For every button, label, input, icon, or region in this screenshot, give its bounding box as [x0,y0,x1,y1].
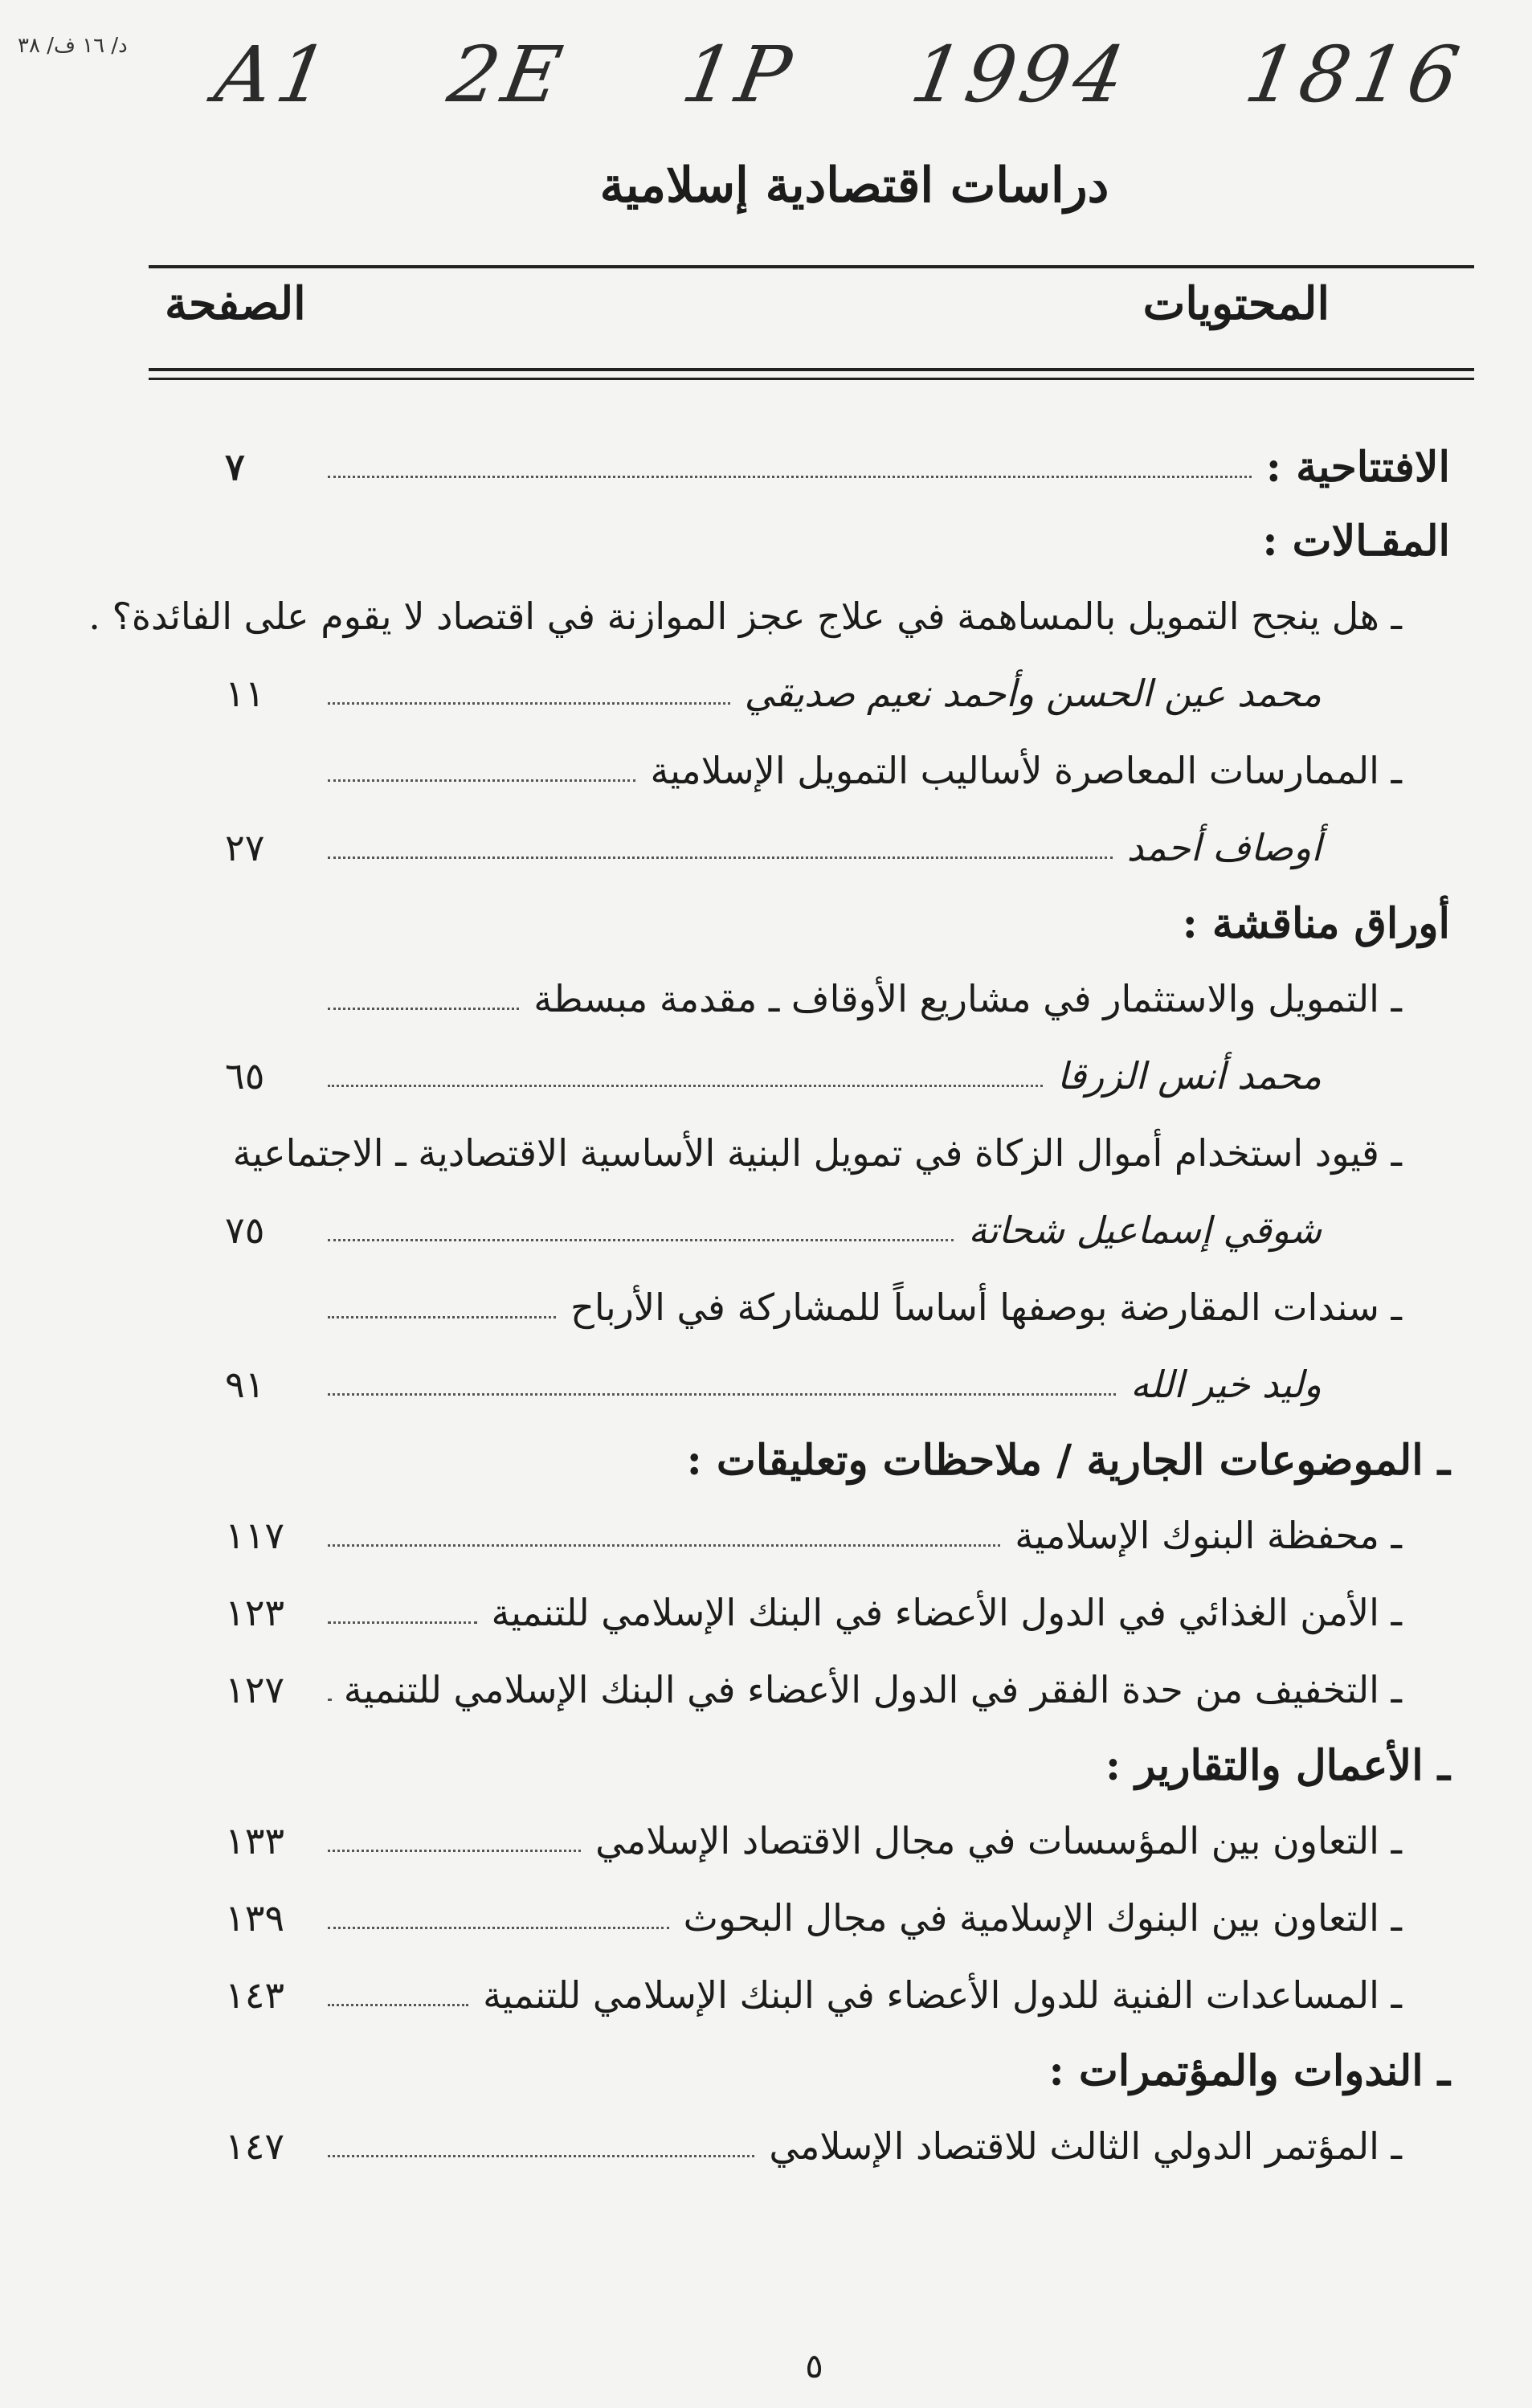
toc-entry-text: وليد خير الله [1130,1363,1322,1406]
toc-section [225,2034,1450,2108]
toc-item [225,960,1450,1037]
dot-leader [328,1927,669,1929]
dot-leader [328,2004,468,2006]
toc-entry-text: ـ الأعمال والتقارير : [1105,1740,1450,1790]
toc-entry-text: ـ المساعدات الفنية للدول الأعضاء في البنك الإسلامي للتنمية [483,1973,1402,2017]
contents-header [149,277,1474,358]
toc-section [225,886,1450,960]
toc-entry-text: ـ التمويل والاستثمار في مشاريع الأوقاف ـ مقدمة مبسطة [533,977,1402,1020]
dot-leader [328,1008,519,1010]
toc-page-number: ١٢٧ [225,1668,285,1711]
toc-entry-text: ـ الندوات والمؤتمرات : [1048,2046,1450,2095]
dot-leader [328,1085,1043,1087]
toc-entry-text: محمد أنس الزرقا [1057,1054,1322,1098]
toc-item [225,1802,1450,1879]
toc-author [225,655,1450,732]
page-number: ٥ [805,2346,823,2386]
toc-entry-text: ـ التعاون بين البنوك الإسلامية في مجال البحوث [683,1896,1402,1940]
toc-item [225,1574,1450,1651]
toc-author [225,1037,1450,1114]
toc-entry-text: ـ محفظة البنوك الإسلامية [1015,1514,1402,1557]
dot-leader [328,779,635,782]
toc-entry-text: محمد عين الحسن وأحمد نعيم صديقي [744,672,1322,715]
toc-page-number: ٧٥ [225,1208,265,1252]
toc-page-number: ٩١ [225,1363,265,1406]
toc-item [88,578,1450,655]
divider-top [149,265,1474,268]
toc-page-number: ١١٧ [225,1514,285,1557]
dot-leader [328,2155,754,2157]
dot-leader [328,1316,556,1318]
toc-item [225,1497,1450,1574]
archive-stamp-code: د/ ١٦ ف/ ٣٨ [18,34,128,58]
dot-leader [328,1850,581,1852]
toc-entry-text: الافتتاحية : [1265,442,1450,492]
toc-page-number: ٢٧ [225,826,265,869]
toc-page-number: ٦٥ [225,1054,265,1098]
toc-entry-text: أوصاف أحمد [1126,826,1322,869]
toc-entry-text: شوقي إسماعيل شحاتة [968,1208,1322,1252]
journal-title: دراسات اقتصادية إسلامية [599,157,1109,214]
toc-page-number: ١٣٩ [225,1896,285,1940]
dot-leader [328,702,730,705]
toc-entry-text: المقـالات : [1262,516,1450,566]
handwritten-token: 2E [442,30,573,120]
toc-entry-text: ـ المؤتمر الدولي الثالث للاقتصاد الإسلامي [769,2124,1402,2168]
divider-double-1 [149,368,1474,371]
page-column-label: الصفحة [165,277,306,330]
dot-leader [328,1393,1116,1396]
dot-leader [328,476,1252,478]
toc-item [225,1956,1450,2034]
toc-item [225,732,1450,809]
toc-page-number: ١٤٣ [225,1973,285,2017]
toc-section [225,430,1450,504]
toc-entry-text: ـ هل ينجح التمويل بالمساهمة في علاج عجز الموازنة في اقتصاد لا يقوم على الفائدة؟ . [88,595,1402,638]
dot-leader [328,1621,477,1624]
toc-section [225,1423,1450,1497]
toc-page-number: ١٢٣ [225,1591,285,1634]
dot-leader [328,1699,329,1701]
dot-leader [328,856,1113,859]
toc-author [225,1192,1450,1269]
toc-entry-text: ـ الأمن الغذائي في الدول الأعضاء في البنك الإسلامي للتنمية [491,1591,1402,1634]
contents-column-label: المحتويات [1142,277,1330,330]
toc-section [225,1728,1450,1802]
toc-entry-text: ـ الموضوعات الجارية / ملاحظات وتعليقات : [686,1435,1450,1485]
toc-page-number: ٧ [225,445,245,489]
toc-section [225,504,1450,578]
toc-page-number: ١٤٧ [225,2124,285,2168]
toc-item [225,1269,1450,1346]
handwritten-catalog-number [209,14,1470,135]
dot-leader [328,1239,954,1241]
toc-item [225,1879,1450,1956]
toc-entry-text: ـ التعاون بين المؤسسات في مجال الاقتصاد الإسلامي [595,1819,1402,1862]
toc-page-number: ١٣٣ [225,1819,285,1862]
toc-page-number: ١١ [225,672,265,715]
toc-item [225,1651,1450,1728]
handwritten-token: 1816 [1238,30,1470,120]
toc-entry-text: ـ التخفيف من حدة الفقر في الدول الأعضاء في البنك الإسلامي للتنمية [343,1668,1402,1711]
toc-entry-text: ـ سندات المقارضة بوصفها أساساً للمشاركة في الأرباح [570,1286,1402,1329]
toc-item [225,2108,1450,2185]
toc-author [225,809,1450,886]
dot-leader [328,1544,1000,1547]
toc-entry-text: أوراق مناقشة : [1182,898,1450,948]
toc-item [225,1114,1450,1192]
toc-entry-text: ـ قيود استخدام أموال الزكاة في تمويل البنية الأساسية الاقتصادية ـ الاجتماعية [232,1131,1402,1175]
toc-entry-text: ـ الممارسات المعاصرة لأساليب التمويل الإسلامية [650,749,1402,792]
handwritten-token: 1P [675,30,803,120]
handwritten-token: A1 [209,30,340,120]
handwritten-token: 1994 [904,30,1137,120]
divider-double-2 [149,378,1474,380]
toc-author [225,1346,1450,1423]
table-of-contents [88,430,1450,2185]
